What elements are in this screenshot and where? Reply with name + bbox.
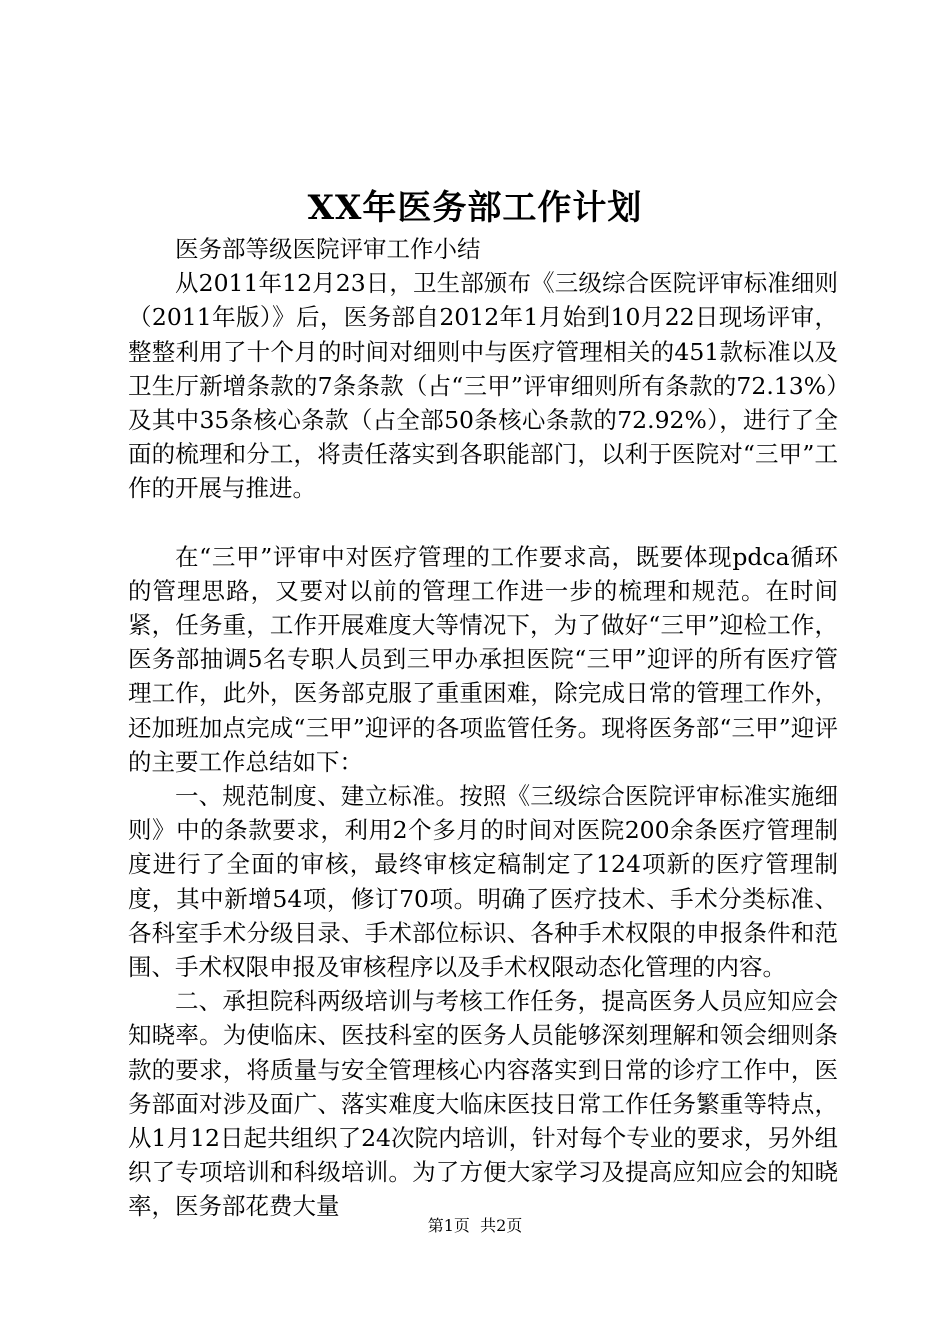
paragraph-item-2: 二、承担院科两级培训与考核工作任务，提高医务人员应知应会知晓率。为使临床、医技科室的医务人员能够深刻理解和领会细则条款的要求，将质量与安全管理核心内容落实到日常的诊疗工作中，医务部面对涉及面广、落实难度大临床医技日常工作任务繁重等特点，从1月12日起共组织了24次院内培训，针对每个专业的要求，另外组织了专项培训和科级培训。为了方便大家学习及提高应知应会的知晓率，医务部花费大量	[128, 987, 838, 1221]
page-footer	[0, 1215, 950, 1237]
document-title: XX年医务部工作计划	[307, 188, 643, 228]
paragraph-item-1: 一、规范制度、建立标准。按照《三级综合医院评审标准实施细则》中的条款要求，利用2个多月的时间对医院200余条医疗管理制度进行了全面的审核，最终审核定稿制定了124项新的医疗管理制度，其中新增54项，修订70项。明确了医疗技术、手术分类标准、各科室手术分级目录、手术部位标识、各种手术权限的申报条件和范围、手术权限申报及审核程序以及手术权限动态化管理的内容。	[128, 782, 838, 982]
paragraph-intro: 从2011年12月23日，卫生部颁布《三级综合医院评审标准细则（2011年版）》后，医务部自2012年1月始到10月22日现场评审，整整利用了十个月的时间对细则中与医疗管理相关的451款标准以及卫生厅新增条款的7条条款（占“三甲”评审细则所有条款的72.13%）及其中35条核心条款（占全部50条核心条款的72.92%），进行了全面的梳理和分工，将责任落实到各职能部门，以利于医院对“三甲”工作的开展与推进。	[128, 269, 838, 503]
page-number: 第1页 共2页	[427, 1216, 523, 1235]
paragraph-subtitle: 医务部等级医院评审工作小结	[175, 235, 481, 263]
document-body	[128, 232, 838, 1224]
paragraph-requirements: 在“三甲”评审中对医疗管理的工作要求高，既要体现pdca循环的管理思路，又要对以前的管理工作进一步的梳理和规范。在时间紧，任务重，工作开展难度大等情况下，为了做好“三甲”迎检工作，医务部抽调5名专职人员到三甲办承担医院“三甲”迎评的所有医疗管理工作，此外，医务部克服了重重困难，除完成日常的管理工作外，还加班加点完成“三甲”迎评的各项监管任务。现将医务部“三甲”迎评的主要工作总结如下：	[128, 542, 838, 776]
